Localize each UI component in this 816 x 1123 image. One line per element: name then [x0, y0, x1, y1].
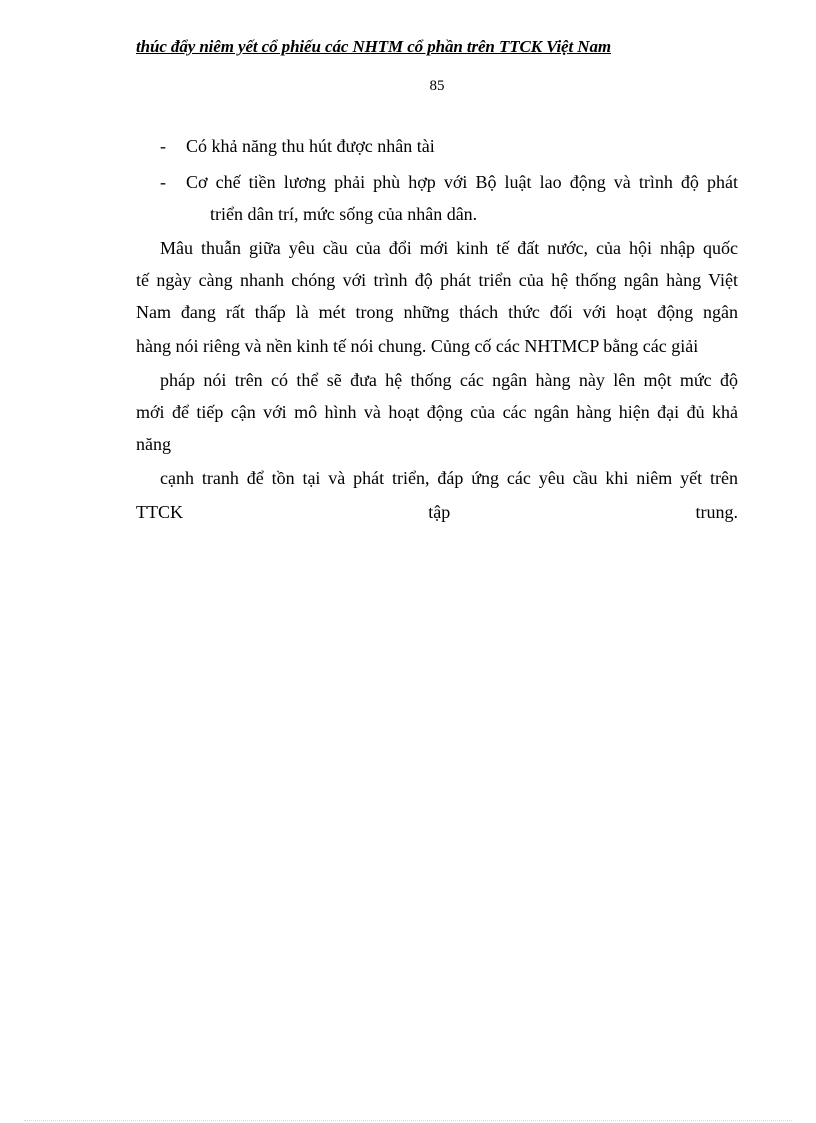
bullet-text-line: Cơ chế tiền lương phải phù hợp với Bộ luật lao động và trình độ phát [186, 172, 738, 192]
paragraph-line: tế ngày càng nhanh chóng với trình độ phát triển của hệ thống ngân hàng Việt [136, 270, 738, 290]
paragraph-line: năng [136, 434, 171, 454]
paragraph-line: TTCK tập trung. [136, 502, 738, 522]
paragraph-line: Mâu thuẫn giữa yêu cầu của đổi mới kinh tế đất nước, của hội nhập quốc [160, 238, 738, 258]
running-header-title: thúc đẩy niêm yết cổ phiếu các NHTM cổ phần trên TTCK Việt Nam [136, 37, 611, 56]
page-number: 85 [429, 78, 445, 94]
paragraph-line: Nam đang rất thấp là mét trong những thách thức đối với hoạt động ngân [136, 302, 738, 322]
bullet-marker: - [160, 136, 166, 156]
bullet-marker: - [160, 172, 166, 192]
bullet-text-line: triển dân trí, mức sống của nhân dân. [210, 204, 478, 224]
bullet-text-line: Có khả năng thu hút được nhân tài [186, 136, 435, 156]
paragraph-line: cạnh tranh để tồn tại và phát triển, đáp ứng các yêu cầu khi niêm yết trên [160, 468, 738, 488]
paragraph-line: hàng nói riêng và nền kinh tế nói chung. Củng cố các NHTMCP bằng các giải [136, 336, 699, 356]
paragraph-line: pháp nói trên có thể sẽ đưa hệ thống các ngân hàng này lên một mức độ [160, 370, 738, 390]
page-bottom-border [24, 1120, 792, 1121]
paragraph-line: mới để tiếp cận với mô hình và hoạt động của các ngân hàng hiện đại đủ khả [136, 402, 738, 422]
